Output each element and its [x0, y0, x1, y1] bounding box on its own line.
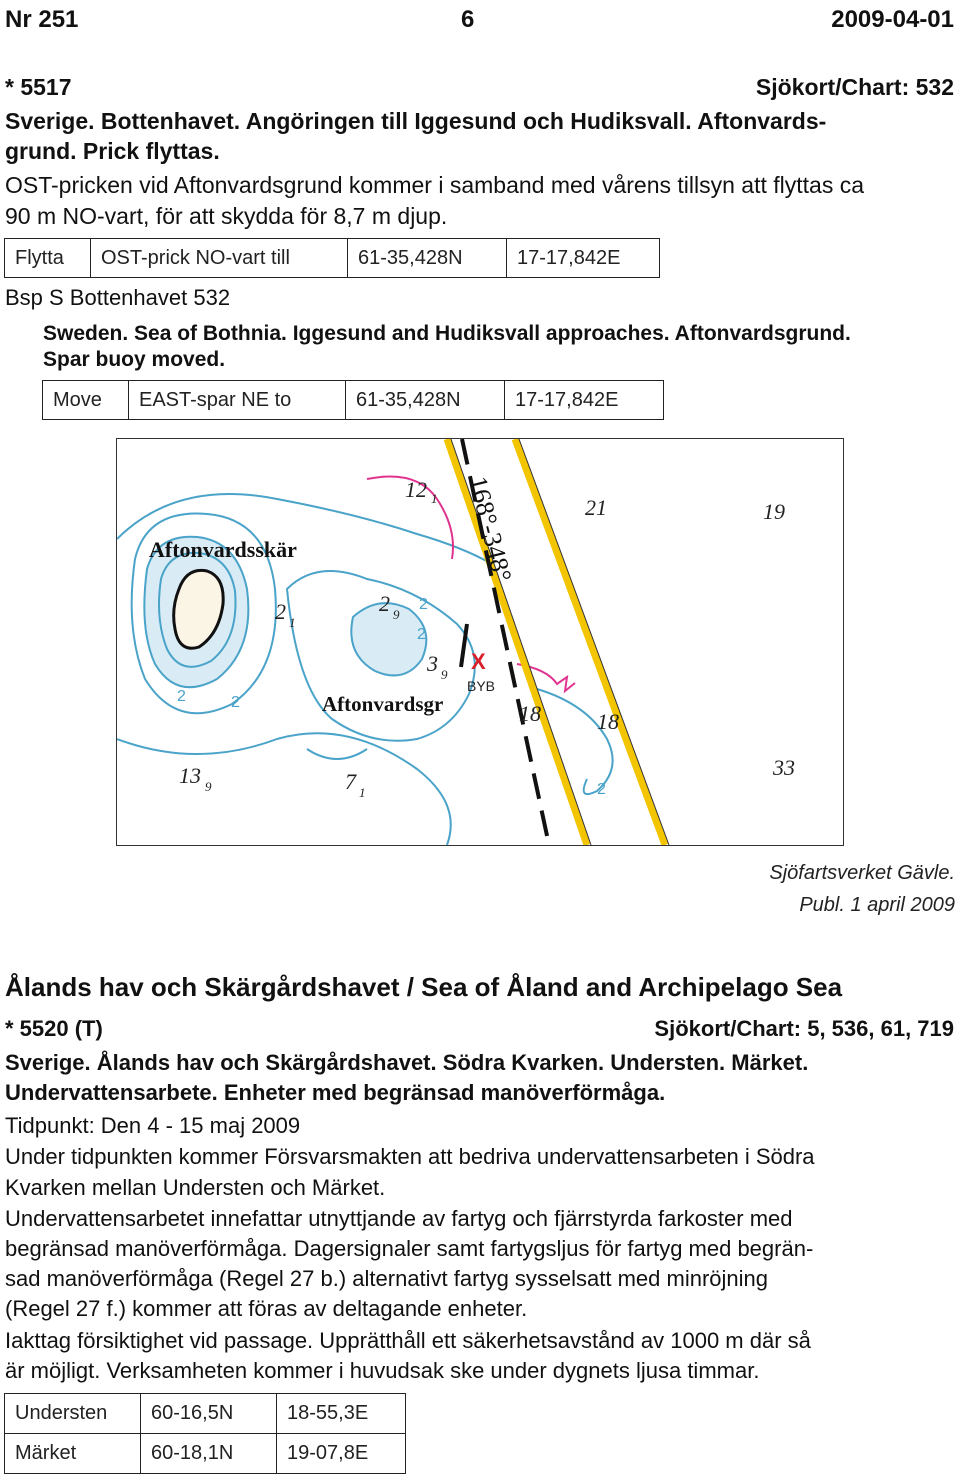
depth-sounding-sub: 9 [393, 607, 400, 622]
issue-date: 2009-04-01 [831, 6, 954, 33]
contour-label: 2 [597, 781, 606, 798]
shoal-label: Aftonvardsgr [322, 692, 444, 716]
table-cell: 61-35,428N [346, 381, 505, 420]
table-cell: Understen [5, 1394, 141, 1434]
bearing-label: 168°-348° [463, 473, 518, 585]
table-cell: 17-17,842E [505, 381, 664, 420]
depth-sounding: 12 [405, 477, 427, 502]
depth-contour [117, 733, 451, 845]
notice-number: Nr 251 [5, 6, 79, 33]
depth-sounding: 21 [585, 495, 607, 520]
table-row [43, 381, 664, 420]
notice-title-cont: Undervattensarbete. Enheter med begränsad manöverförmåga. [5, 1080, 666, 1105]
section-heading: Ålands hav och Skärgårdshavet / Sea of Åland and Archipelago Sea [5, 972, 843, 1002]
notice-title: Sverige. Ålands hav och Skärgårdshavet. Södra Kvarken. Understen. Märket. [5, 1050, 809, 1075]
source-reference: Bsp S Bottenhavet 532 [5, 285, 231, 310]
island-label: Aftonvardsskär [149, 537, 297, 562]
table-cell: EAST-spar NE to [129, 381, 346, 420]
table-row [5, 1394, 406, 1434]
chart-reference: Sjökort/Chart: 532 [755, 74, 954, 100]
notice-title-sv-cont: grund. Prick flyttas. [5, 138, 220, 164]
position-table [4, 1393, 406, 1474]
table-row [5, 239, 660, 278]
depth-contour [307, 749, 367, 759]
notice-title-en-cont: Spar buoy moved. [43, 348, 226, 371]
depth-sounding: 33 [773, 755, 795, 780]
depth-sounding: 2 [379, 591, 390, 616]
depth-sounding-sub: 1 [289, 615, 296, 630]
depth-sounding: 2 [275, 599, 286, 624]
table-cell: 60-16,5N [141, 1394, 277, 1434]
table-cell: Märket [5, 1434, 141, 1474]
depth-sounding: 13 [179, 763, 201, 788]
table-cell: Move [43, 381, 129, 420]
notice-body-line: Kvarken mellan Understen och Märket. [5, 1175, 386, 1200]
table-row [5, 1434, 406, 1474]
depth-sounding: 19 [763, 499, 785, 524]
notice-body-line: sad manöverförmåga (Regel 27 b.) alternativt fartyg sysselsatt med minröjning [5, 1266, 769, 1291]
notice-body-line: är möjligt. Verksamheten kommer i huvudsak ske under dygnets ljusa timmar. [5, 1358, 760, 1383]
position-table-sv [4, 238, 660, 278]
depth-sounding: 18 [519, 701, 541, 726]
table-cell: OST-prick NO-vart till [91, 239, 348, 278]
buoy-label: BYB [467, 678, 496, 694]
depth-sounding-sub: 1 [359, 785, 366, 800]
depth-sounding-sub: 9 [441, 667, 448, 682]
new-position-mark: X [471, 649, 486, 674]
notice-body-line: Tidpunkt: Den 4 - 15 maj 2009 [5, 1113, 301, 1138]
notice-body-sv: OST-pricken vid Aftonvardsgrund kommer i samband med vårens tillsyn att flyttas ca [5, 172, 865, 198]
notice-title-sv: Sverige. Bottenhavet. Angöringen till Iggesund och Hudiksvall. Aftonvards- [5, 108, 827, 134]
contour-label: 2 [177, 688, 186, 705]
table-cell: 61-35,428N [348, 239, 507, 278]
notice-id: * 5517 [5, 74, 72, 100]
table-cell: 19-07,8E [277, 1434, 406, 1474]
contour-label: 2 [231, 694, 240, 711]
page-number: 6 [461, 6, 475, 33]
chart-reference: Sjökort/Chart: 5, 536, 61, 719 [654, 1016, 954, 1041]
publication-date: Publ. 1 april 2009 [799, 894, 955, 916]
notice-body-line: Undervattensarbetet innefattar utnyttjande av fartyg och fjärrstyrda farkoster med [5, 1206, 793, 1231]
position-table-en [42, 380, 664, 420]
table-cell: 18-55,3E [277, 1394, 406, 1434]
depth-sounding-sub: 9 [205, 779, 212, 794]
notice-body-line: begränsad manöverförmåga. Dagersignaler samt fartygsljus för fartyg med begrän- [5, 1236, 814, 1261]
depth-sounding-sub: 1 [431, 491, 438, 506]
notice-body-line: (Regel 27 f.) kommer att föras av deltagande enheter. [5, 1296, 528, 1321]
notice-title-en: Sweden. Sea of Bothnia. Iggesund and Hudiksvall approaches. Aftonvardsgrund. [43, 322, 851, 345]
table-cell: 17-17,842E [507, 239, 660, 278]
notice-body-line: Under tidpunkten kommer Försvarsmakten att bedriva undervattensarbeten i Södra [5, 1144, 815, 1169]
depth-sounding: 3 [427, 651, 438, 676]
publisher-credit: Sjöfartsverket Gävle. [769, 862, 955, 884]
table-cell: 60-18,1N [141, 1434, 277, 1474]
table-cell: Flytta [5, 239, 91, 278]
nautical-chart-excerpt [116, 438, 844, 846]
notice-body-sv-cont: 90 m NO-vart, för att skydda för 8,7 m djup. [5, 203, 448, 229]
depth-sounding: 7 [345, 769, 356, 794]
depth-sounding: 18 [597, 709, 619, 734]
contour-label: 2 [419, 596, 428, 613]
notice-body-line: Iakttag försiktighet vid passage. Upprätthåll ett säkerhetsavstånd av 1000 m där så [5, 1328, 811, 1353]
contour-label: 2 [417, 626, 426, 643]
notice-id: * 5520 (T) [5, 1016, 103, 1041]
fairway-limit [447, 439, 587, 845]
